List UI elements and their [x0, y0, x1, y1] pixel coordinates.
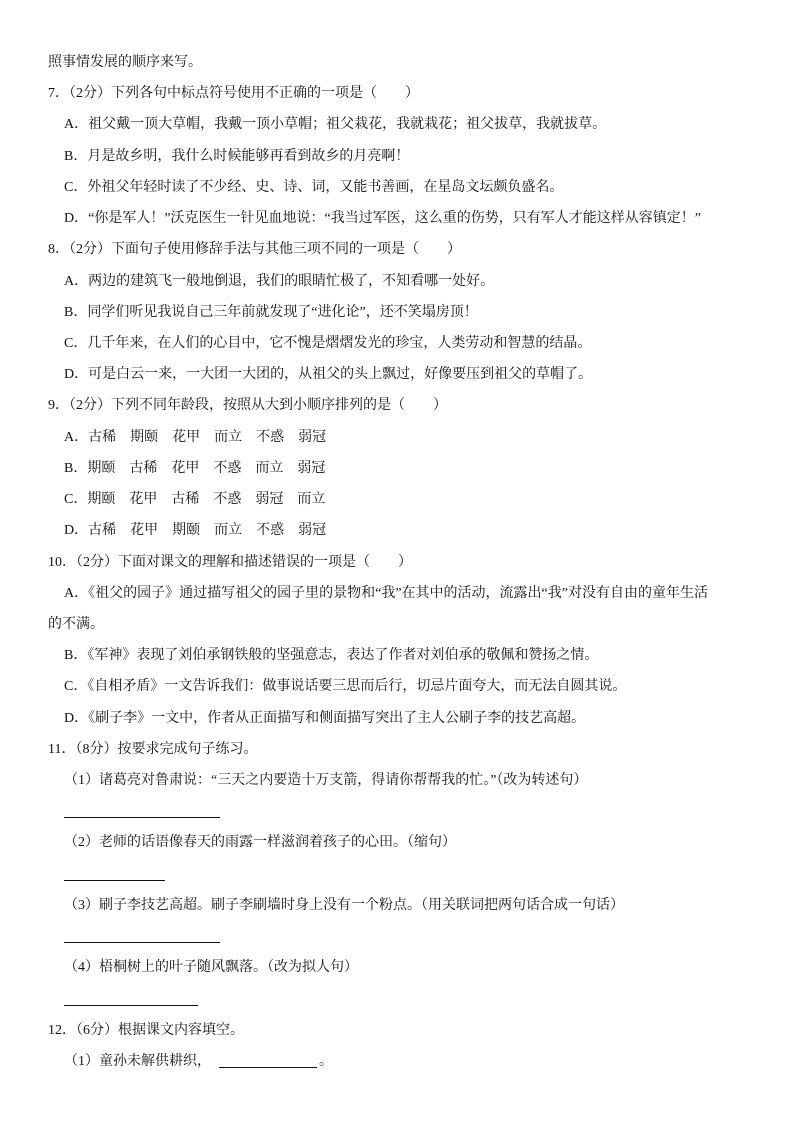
question-points: （2分）: [76, 554, 118, 570]
question-7-stem: [0, 78, 794, 109]
question-points: （8分）: [75, 741, 118, 757]
age-term: 期颐: [130, 429, 159, 445]
question-9-option-b: [0, 453, 794, 484]
option-text: 几千年来，在人们的心目中，它不愧是熠熠发光的珍宝，人类劳动和智慧的结晶。: [87, 335, 592, 351]
age-term: 弱冠: [255, 492, 284, 508]
page-content: [0, 47, 794, 1077]
question-number: 7．: [48, 86, 69, 102]
option-text: 两边的建筑飞一般地倒退，我们的眼睛忙极了，不知看哪一处好。: [88, 273, 495, 289]
answer-blank: [64, 942, 220, 943]
age-term: 弱冠: [298, 523, 327, 539]
question-9-option-d: [0, 515, 794, 546]
question-points: （2分）: [69, 398, 111, 414]
item-instruction: （改为转述句）: [496, 773, 588, 789]
question-12-item-1: [0, 1046, 794, 1077]
question-8-option-d: [0, 359, 794, 390]
question-11-item-4: [0, 952, 794, 983]
option-label: A．: [64, 273, 89, 289]
option-label: B．: [64, 648, 88, 664]
option-label: C．: [64, 179, 88, 195]
item-text-before: 童孙未解供耕织，: [99, 1054, 211, 1069]
question-prompt: 根据课文内容填空。: [118, 1022, 244, 1038]
option-label: D．: [64, 710, 89, 726]
item-text: 刷子李技艺高超。刷子李刷墙时身上没有一个粉点。: [99, 897, 421, 913]
age-term: 古稀: [88, 523, 117, 539]
item-label: （1）: [64, 1054, 99, 1069]
question-11-item-2: [0, 827, 794, 858]
option-text: 《祖父的园子》通过描写祖父的园子里的景物和“我”在其中的活动，流露出“我”对没有自由的童年生活: [88, 585, 708, 601]
age-term: 古稀: [129, 460, 158, 476]
option-text: 祖父戴一顶大草帽，我戴一顶小草帽；祖父栽花，我就栽花；祖父拔草，我就拔草。: [88, 117, 607, 133]
question-number: 10．: [48, 554, 76, 570]
question-8-option-b: [0, 297, 794, 328]
age-term: 而立: [214, 429, 243, 445]
question-10-stem: [0, 547, 794, 578]
age-term: 古稀: [88, 429, 117, 445]
item-label: （4）: [64, 960, 99, 976]
answer-blank: [64, 1005, 198, 1006]
option-text: “你是军人！”沃克医生一针见血地说：“我当过军医，这么重的伤势，只有军人才能这样从容镇定！”: [88, 211, 701, 227]
option-label: C．: [64, 492, 88, 508]
item-label: （1）: [64, 773, 99, 789]
age-term: 不惑: [213, 460, 242, 476]
fill-in-blank: [219, 1053, 317, 1068]
age-term: 古稀: [171, 492, 200, 508]
age-term: 不惑: [213, 492, 242, 508]
item-instruction: （用关联词把两句话合成一句话）: [421, 897, 624, 913]
continued-text: 照事情发展的顺序来写。: [48, 55, 202, 70]
question-number: 8．: [48, 242, 69, 258]
age-term: 花甲: [172, 429, 201, 445]
option-label: A．: [64, 429, 89, 445]
question-prompt: 下面句子使用修辞手法与其他三项不同的一项是（ ）: [111, 242, 461, 258]
item-text-after: 。: [319, 1054, 333, 1069]
question-number: 9．: [48, 398, 69, 414]
age-term: 期颐: [172, 523, 201, 539]
option-label: D．: [64, 367, 89, 383]
answer-row: [0, 796, 794, 827]
question-10-option-d: [0, 703, 794, 734]
option-label: B．: [64, 148, 88, 164]
age-term: 不惑: [256, 429, 285, 445]
question-number: 11．: [48, 741, 76, 757]
answer-row: [0, 984, 794, 1015]
question-prompt: 下面对课文的理解和描述错误的一项是（ ）: [118, 554, 412, 570]
option-text: 《自相矛盾》一文告诉我们：做事说话要三思而后行，切忌片面夸大，而无法自圆其说。: [87, 679, 627, 695]
question-10-option-b: [0, 640, 794, 671]
option-text: 《刷子李》一文中，作者从正面描写和侧面描写突出了主人公刷子李的技艺高超。: [88, 710, 586, 726]
question-prompt: 下列不同年龄段，按照从大到小顺序排列的是（ ）: [111, 398, 447, 414]
item-instruction: （缩句）: [407, 835, 456, 851]
option-label: B．: [64, 304, 88, 320]
question-7-option-b: [0, 141, 794, 172]
answer-blank: [64, 880, 165, 881]
question-9-stem: [0, 390, 794, 421]
question-9-option-a: [0, 422, 794, 453]
option-label: D．: [64, 211, 89, 227]
question-number: 12．: [48, 1022, 76, 1038]
question-10-option-c: [0, 671, 794, 702]
question-9-option-c: [0, 484, 794, 515]
option-text: 可是白云一来，一大团一大团的，从祖父的头上飘过，好像要压到祖父的草帽了。: [88, 367, 593, 383]
answer-row: [0, 859, 794, 890]
item-text: 梧桐树上的叶子随风飘落。: [99, 960, 267, 976]
question-10-option-a-continued: 的不满。: [48, 616, 104, 632]
option-label: C．: [64, 335, 88, 351]
age-term: 期颐: [87, 460, 116, 476]
item-label: （3）: [64, 897, 99, 913]
age-term: 而立: [255, 460, 284, 476]
question-11-item-1: [0, 765, 794, 796]
option-label: A．: [64, 117, 89, 133]
question-7-option-c: [0, 172, 794, 203]
question-prompt: 下列各句中标点符号使用不正确的一项是（ ）: [111, 86, 419, 102]
question-7-option-d: [0, 203, 794, 234]
item-label: （2）: [64, 835, 99, 851]
age-term: 弱冠: [297, 460, 326, 476]
age-term: 花甲: [129, 492, 158, 508]
question-points: （2分）: [69, 242, 111, 258]
age-term: 花甲: [171, 460, 200, 476]
age-term: 花甲: [130, 523, 159, 539]
item-text: 老师的话语像春天的雨露一样滋润着孩子的心田。: [99, 835, 407, 851]
question-8-option-a: [0, 266, 794, 297]
answer-blank: [64, 817, 220, 818]
question-11-stem: [0, 734, 794, 765]
age-term: 而立: [297, 492, 326, 508]
age-term: 不惑: [256, 523, 285, 539]
option-text: 《军神》表现了刘伯承钢铁般的坚强意志，表达了作者对刘伯承的敬佩和赞扬之情。: [87, 648, 599, 664]
option-text: 月是故乡明，我什么时候能够再看到故乡的月亮啊！: [87, 148, 410, 164]
question-12-stem: [0, 1015, 794, 1046]
option-label: B．: [64, 460, 88, 476]
question-points: （6分）: [76, 1022, 118, 1038]
option-text: 外祖父年轻时读了不少经、史、诗、词，又能书善画，在星岛文坛颇负盛名。: [87, 179, 564, 195]
question-prompt: 按要求完成句子练习。: [117, 741, 258, 757]
option-label: A．: [64, 585, 89, 601]
item-instruction: （改为拟人句）: [267, 960, 358, 976]
question-10-option-a: [0, 578, 794, 609]
question-8-stem: [0, 234, 794, 265]
question-7-option-a: [0, 109, 794, 140]
item-text: 诸葛亮对鲁肃说：“三天之内要造十万支箭，得请你帮帮我的忙。”: [99, 773, 497, 789]
option-label: C．: [64, 679, 88, 695]
age-term: 而立: [214, 523, 243, 539]
option-label: D．: [64, 523, 89, 539]
question-11-item-3: [0, 890, 794, 921]
age-term: 弱冠: [298, 429, 327, 445]
age-term: 期颐: [87, 492, 116, 508]
answer-row: [0, 921, 794, 952]
question-8-option-c: [0, 328, 794, 359]
option-text: 同学们听见我说自己三年前就发现了“进化论”，还不笑塌房顶！: [87, 304, 478, 320]
question-points: （2分）: [69, 86, 111, 102]
